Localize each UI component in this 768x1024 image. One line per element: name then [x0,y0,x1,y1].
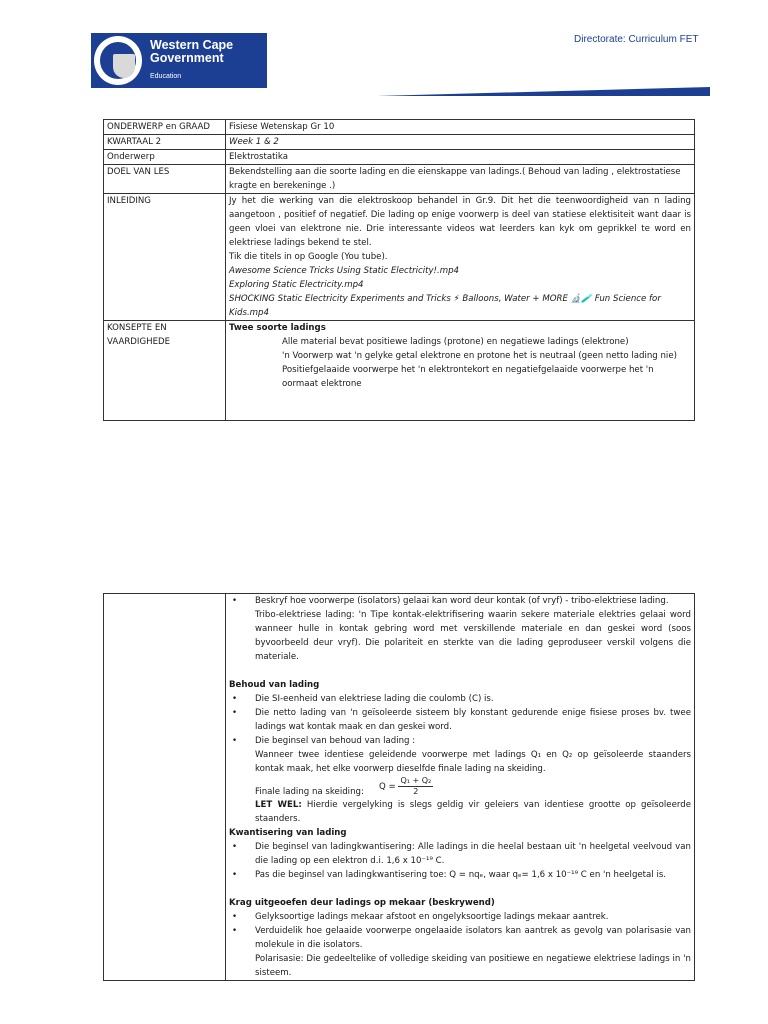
list-item: • Die beginsel van ladingkwantisering: Alle ladings in die heelal bestaan uit 'n heelgetal veelvoud van die lading op een elektron d.i. 1,6 x 10⁻¹⁹ C. [229,840,691,868]
empty-label-cell [104,594,226,981]
formula-denominator: 2 [413,787,419,796]
charge-formula [379,776,433,797]
list-item: • Die SI-eenheid van elektriese lading die coulomb (C) is. [229,692,691,706]
table-row [104,135,695,150]
crest-icon [94,36,142,85]
kwantisering-heading: Kwantisering van lading [229,828,347,838]
konsepte-line: 'n Voorwerp wat 'n gelyke getal elektrone en protone het is neutraal (geen netto lading nie) [282,351,677,361]
table-row [104,321,695,421]
logo-text-line3: Education [150,73,182,80]
video-title: SHOCKING Static Electricity Experiments and Tricks ⚡ Balloons, Water + MORE 🔬🧪 Fun Science for Kids.mp4 [229,294,661,318]
row-value: Elektrostatika [226,150,695,165]
list-item: • Gelyksoortige ladings mekaar afstoot en ongelyksoortige ladings mekaar aantrek. [229,910,691,924]
list-item: • Beskryf hoe voorwerpe (isolators) gelaai kan word deur kontak (of vryf) - tribo-elektriese lading. [229,594,691,608]
krag-heading: Krag uitgeoefen deur ladings op mekaar (beskrywend) [229,898,495,908]
row-value: Bekendstelling aan die soorte lading en die eienskappe van ladings.( Behoud van lading , elektrostatiese kragte en berekeninge .) [226,165,695,194]
konsepte-heading: Twee soorte ladings [229,323,326,333]
formula-numerator: Q₁ + Q₂ [400,776,432,785]
inleiding-text: Jy het die werking van die elektroskoop behandel in Gr.9. Dit het die teenwoordigheid van n lading aangetoon , positief of negatief. Die lading op enige voorwerp is deel van statiese elektisiteit want daar is geen vloei van elektrone nie. Drie interessante videos wat leerders kan kyk om geprikkel te word en elektriese ladings bekend te stel. [229,196,691,248]
list-item: • Die beginsel van behoud van lading : [229,734,691,748]
let-wel-text: Hierdie vergelyking is slegs geldig vir geleiers van identiese grootte op geïsoleerde staanders. [255,800,692,824]
western-cape-government-logo [91,33,267,88]
row-label: DOEL VAN LES [104,165,226,194]
konsepte-line: Alle material bevat positiewe ladings (protone) en negatiewe ladings (elektrone) [282,337,629,347]
row-label: ONDERWERP en GRAAD [104,120,226,135]
lesson-info-table [103,119,695,421]
formula-lhs: Q = [379,782,396,792]
konsepte-continued-table [103,593,695,981]
logo-text-line1: Western Cape [150,38,234,52]
row-label: KONSEPTE EN VAARDIGHEDE [104,321,226,421]
table-row [104,165,695,194]
table-row [104,150,695,165]
table-row [104,120,695,135]
polarisasie-definition: Polarisasie: Die gedeeltelike of volledige skeiding van positiewe en negatiewe elektriese ladings in 'n sisteem. [255,954,691,978]
row-value [226,321,695,421]
row-label: Onderwerp [104,150,226,165]
content-cell [226,594,695,981]
row-value [226,194,695,321]
finale-label: Finale lading na skeiding: [255,787,364,797]
table-row [104,194,695,321]
directorate-label: Directorate: Curriculum FET [574,34,699,45]
logo-text-line2: Government [150,51,224,65]
inleiding-extra: Tik die titels in op Google (You tube). [229,252,388,262]
row-value: Week 1 & 2 [226,135,695,150]
row-label: KWARTAAL 2 [104,135,226,150]
konsepte-line: Positiefgelaaide voorwerpe het 'n elektrontekort en negatiefgelaaide voorwerpe het 'n oormaat elektrone [282,365,654,389]
table-row [104,594,695,981]
row-value: Fisiese Wetenskap Gr 10 [226,120,695,135]
behoud-text: Wanneer twee identiese geleidende voorwerpe met ladings Q₁ en Q₂ op geïsoleerde staanders kontak maak, het elke voorwerp dieselfde finale lading na skeiding. [255,750,691,774]
video-title: Exploring Static Electricity.mp4 [229,280,364,290]
formula-fraction [398,776,433,797]
list-item: • Verduidelik hoe gelaaide voorwerpe ongelaaide isolators kan aantrek as gevolg van polarisasie van molekule in die isolators. [229,924,691,952]
tribo-definition: Tribo-elektriese lading: 'n Tipe kontak-elektrifisering waarin sekere materiale elektries gelaai word wanneer hulle in kontak gebring word met verskillende materiale en dan geskei word (soos byvoorbeeld deur vryf). Die polariteit en sterkte van die lading geproduseer verskil volgens die materiale. [255,610,691,662]
behoud-heading: Behoud van lading [229,680,320,690]
list-item: • Pas die beginsel van ladingkwantisering toe: Q = nqₑ, waar qₑ= 1,6 x 10⁻¹⁹ C en 'n heelgetal is. [229,868,691,882]
let-wel-label: LET WEL: [255,800,302,810]
formula-block [229,776,691,798]
header-divider-bar [266,84,710,96]
video-title: Awesome Science Tricks Using Static Electricity!.mp4 [229,266,460,276]
list-item: • Die netto lading van 'n geïsoleerde sisteem bly konstant gedurende enige fisiese proses bv. twee ladings wat kontak maak en dan geskei word. [229,706,691,734]
row-label: INLEIDING [104,194,226,321]
let-wel-note [229,798,691,826]
